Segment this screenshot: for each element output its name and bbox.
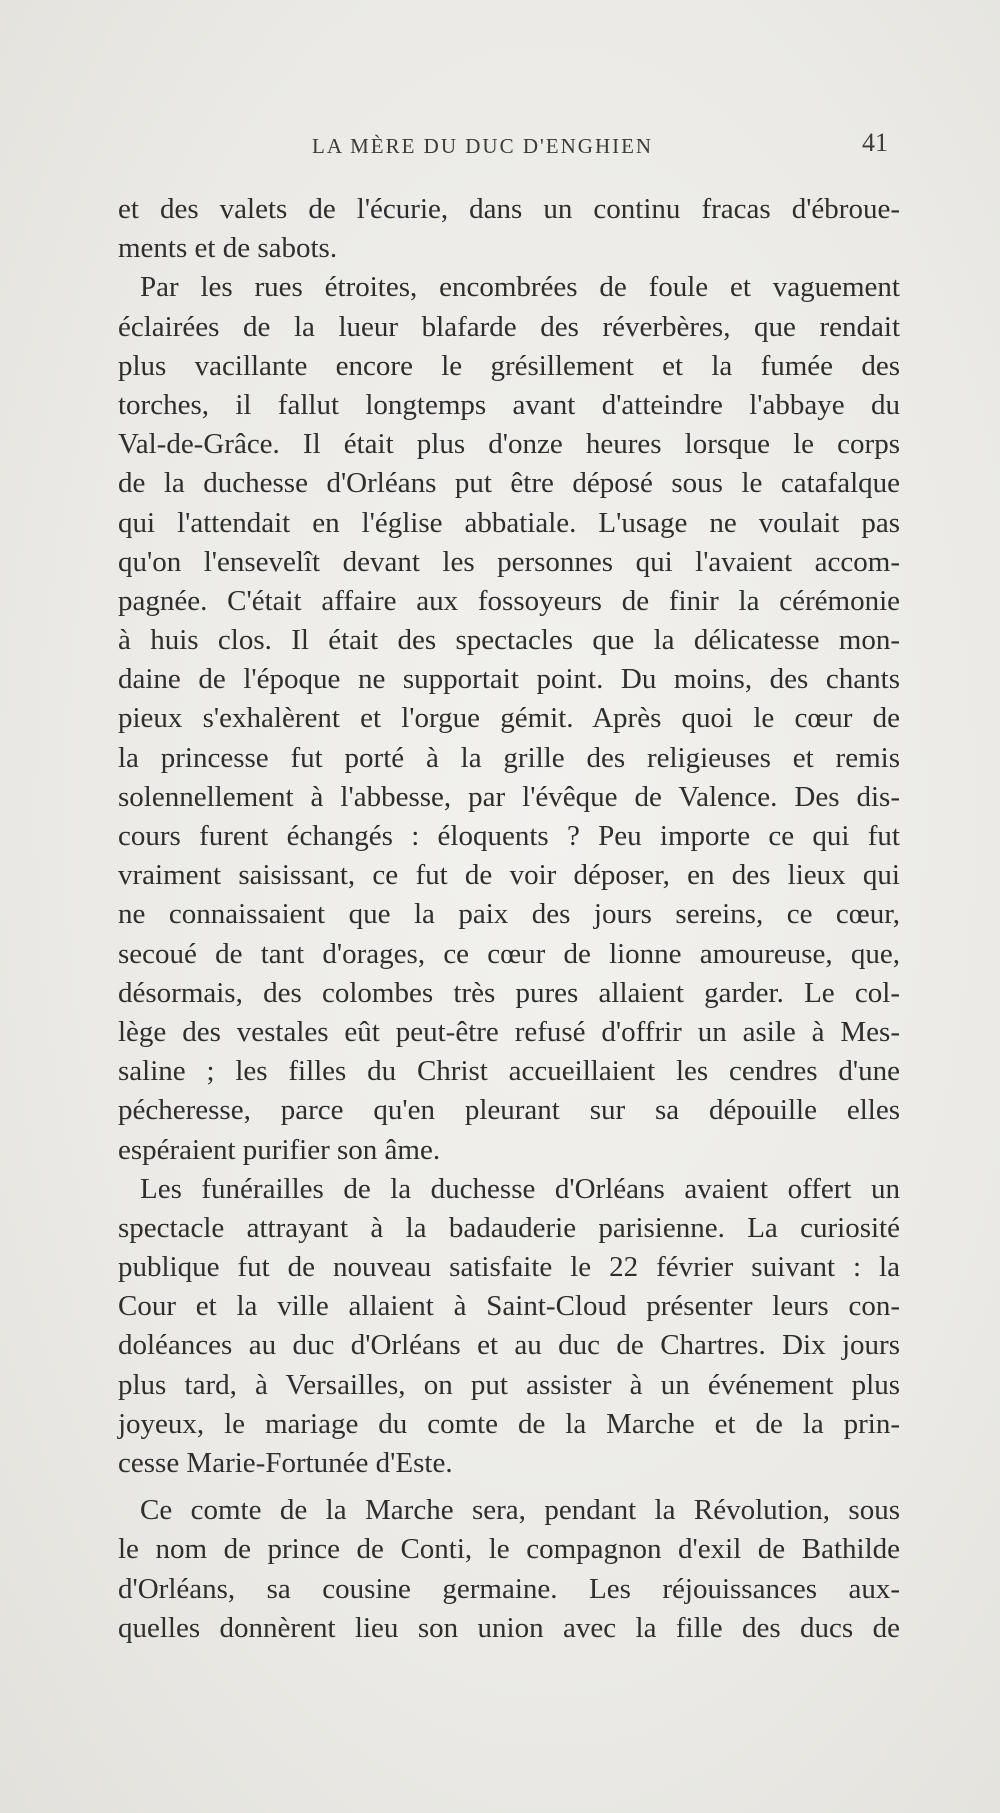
text-line: cesse Marie-Fortunée d'Este.: [118, 1447, 453, 1479]
text-line: ne connaissaient que la paix des jours sereins, ce cœur,: [118, 898, 900, 931]
text-line: désormais, des colombes très pures allaient garder. Le col-: [118, 976, 900, 1009]
paragraph: [118, 268, 900, 1169]
text-line: pieux s'exhalèrent et l'orgue gémit. Après quoi le cœur de: [118, 702, 900, 735]
page-header: [0, 128, 1000, 168]
running-head: LA MÈRE DU DUC D'ENGHIEN: [312, 134, 654, 158]
paragraph-gap: [118, 1483, 900, 1491]
paragraph: [118, 1491, 900, 1648]
text-line: lège des vestales eût peut-être refusé d'offrir un asile à Mes-: [118, 1015, 900, 1048]
paragraph: [118, 190, 900, 268]
text-line: d'Orléans, sa cousine germaine. Les réjouissances aux-: [118, 1572, 900, 1605]
text-line: Ce comte de la Marche sera, pendant la Révolution, sous: [140, 1494, 900, 1527]
text-line: et des valets de l'écurie, dans un continu fracas d'ébroue-: [118, 193, 900, 225]
text-line: qui l'attendait en l'église abbatiale. L'usage ne voulait pas: [118, 506, 900, 539]
body-text: [118, 190, 900, 1648]
text-line: Les funérailles de la duchesse d'Orléans avaient offert un: [140, 1172, 900, 1205]
text-line: éclairées de la lueur blafarde des réverbères, que rendait: [118, 310, 900, 343]
text-line: qu'on l'ensevelît devant les personnes qui l'avaient accom-: [118, 545, 900, 578]
text-line: secoué de tant d'orages, ce cœur de lionne amoureuse, que,: [118, 937, 900, 970]
text-line: à huis clos. Il était des spectacles que la délicatesse mon-: [118, 624, 900, 657]
page-number: 41: [862, 128, 888, 157]
text-line: quelles donnèrent lieu son union avec la fille des ducs de: [118, 1611, 900, 1644]
text-line: Cour et la ville allaient à Saint-Cloud présenter leurs con-: [118, 1290, 900, 1323]
paragraph: [118, 1170, 900, 1484]
text-line: espéraient purifier son âme.: [118, 1133, 441, 1166]
text-line: pécheresse, parce qu'en pleurant sur sa dépouille elles: [118, 1094, 900, 1127]
text-line: joyeux, le mariage du comte de la Marche et de la prin-: [118, 1407, 900, 1440]
text-line: plus tard, à Versailles, on put assister à un événement plus: [118, 1368, 900, 1401]
text-line: le nom de prince de Conti, le compagnon d'exil de Bathilde: [118, 1533, 900, 1566]
text-line: ments et de sabots.: [118, 232, 338, 265]
text-line: pagnée. C'était affaire aux fossoyeurs de finir la cérémonie: [118, 584, 900, 617]
text-line: doléances au duc d'Orléans et au duc de Chartres. Dix jours: [118, 1329, 900, 1362]
text-line: de la duchesse d'Orléans put être déposé sous le catafalque: [118, 467, 900, 500]
text-line: vraiment saisissant, ce fut de voir déposer, en des lieux qui: [118, 859, 900, 892]
text-line: Val-de-Grâce. Il était plus d'onze heures lorsque le corps: [118, 428, 900, 461]
text-line: Par les rues étroites, encombrées de foule et vaguement: [140, 271, 900, 304]
text-line: la princesse fut porté à la grille des religieuses et remis: [118, 741, 900, 774]
text-line: saline ; les filles du Christ accueillaient les cendres d'une: [118, 1055, 900, 1088]
text-line: solennellement à l'abbesse, par l'évêque de Valence. Des dis-: [118, 780, 900, 813]
text-line: cours furent échangés : éloquents ? Peu importe ce qui fut: [118, 820, 900, 852]
text-line: publique fut de nouveau satisfaite le 22 février suivant : la: [118, 1251, 900, 1284]
text-line: spectacle attrayant à la badauderie parisienne. La curiosité: [118, 1211, 900, 1244]
text-line: torches, il fallut longtemps avant d'atteindre l'abbaye du: [118, 388, 900, 421]
text-line: daine de l'époque ne supportait point. Du moins, des chants: [118, 663, 900, 696]
text-line: plus vacillante encore le grésillement et la fumée des: [118, 349, 900, 382]
